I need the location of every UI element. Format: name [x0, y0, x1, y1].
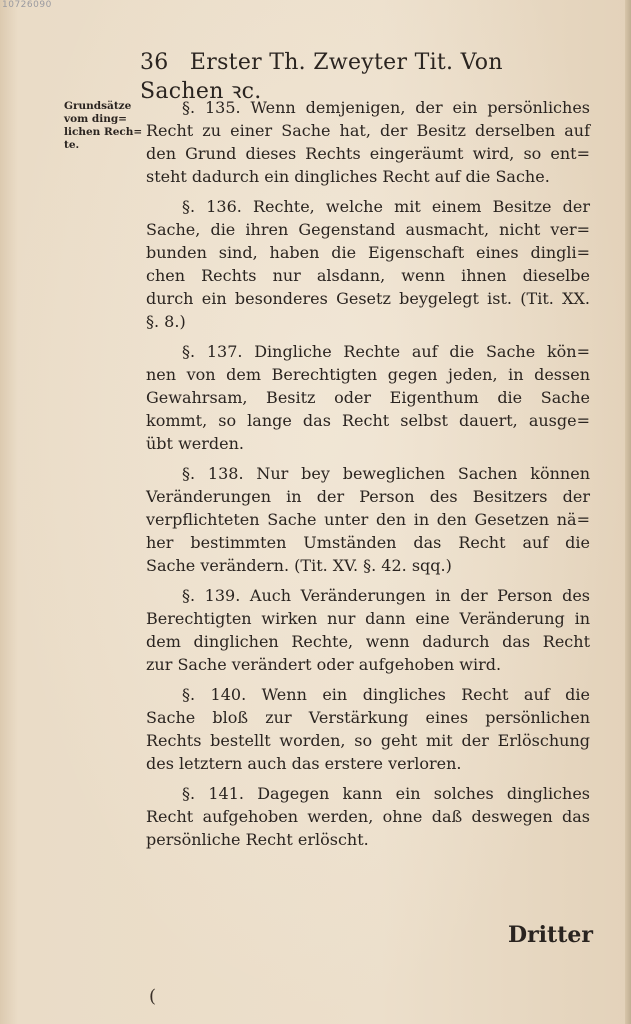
text-line: Berechtigten wirken nur dann eine Veränderung in [146, 609, 590, 628]
margin-note-line: lichen Rech= [64, 126, 143, 138]
text-line: verpflichteten Sache unter den in den Gesetzen nä= [146, 510, 590, 529]
text-line: §. 8.) [146, 312, 186, 331]
text-line: §. 135. Wenn demjenigen, der ein persönliches [182, 98, 590, 117]
text-line: Sache bloß zur Verstärkung eines persönlichen [146, 708, 590, 727]
paragraph-136 [146, 195, 590, 333]
catchword: Dritter [508, 922, 593, 948]
bottom-mark: ( [149, 986, 157, 1007]
text-line: nen von dem Berechtigten gegen jeden, in dessen [146, 365, 590, 384]
body-text [146, 96, 590, 858]
margin-note [64, 100, 142, 152]
page-edge [625, 0, 631, 1024]
text-line: §. 137. Dingliche Rechte auf die Sache kön= [182, 342, 590, 361]
text-line: durch ein besonderes Gesetz beygelegt ist. (Tit. XX. [146, 289, 590, 308]
margin-note-line: Grundsätze [64, 100, 132, 112]
paragraph-138 [146, 462, 590, 577]
paragraph-140 [146, 683, 590, 775]
text-line: Recht aufgehoben werden, ohne daß deswegen das [146, 807, 590, 826]
scan-id: 10726090 [2, 0, 52, 10]
text-line: übt werden. [146, 434, 244, 453]
text-line: Rechts bestellt worden, so geht mit der Erlöschung [146, 731, 590, 750]
text-line: §. 138. Nur bey beweglichen Sachen können [182, 464, 590, 483]
text-line: dem dinglichen Rechte, wenn dadurch das Recht [146, 632, 590, 651]
text-line: §. 141. Dagegen kann ein solches dingliches [182, 784, 590, 803]
text-line: §. 139. Auch Veränderungen in der Person des [182, 586, 590, 605]
text-line: Recht zu einer Sache hat, der Besitz derselben auf [146, 121, 590, 140]
text-line: her bestimmten Umständen das Recht auf die [146, 533, 590, 552]
text-line: Veränderungen in der Person des Besitzers der [146, 487, 590, 506]
paragraph-141 [146, 782, 590, 851]
text-line: steht dadurch ein dingliches Recht auf die Sache. [146, 167, 550, 186]
paragraph-139 [146, 584, 590, 676]
text-line: persönliche Recht erlöscht. [146, 830, 369, 849]
text-line: chen Rechts nur alsdann, wenn ihnen dieselbe [146, 266, 590, 285]
text-line: des letztern auch das erstere verloren. [146, 754, 462, 773]
page-number: 36 [140, 50, 169, 75]
running-title: Erster Th. Zweyter Tit. Von Sachen ꝛc. [140, 50, 503, 104]
text-line: §. 140. Wenn ein dingliches Recht auf die [182, 685, 590, 704]
text-line: zur Sache verändert oder aufgehoben wird. [146, 655, 502, 674]
margin-note-line: te. [64, 139, 80, 151]
margin-note-line: vom ding= [64, 113, 127, 125]
text-line: kommt, so lange das Recht selbst dauert, ausge= [146, 411, 590, 430]
paragraph-135 [146, 96, 590, 188]
text-line: den Grund dieses Rechts eingeräumt wird, so ent= [146, 144, 590, 163]
text-line: Gewahrsam, Besitz oder Eigenthum die Sache [146, 388, 590, 407]
text-line: Sache verändern. (Tit. XV. §. 42. sqq.) [146, 556, 452, 575]
text-line: bunden sind, haben die Eigenschaft eines dingli= [146, 243, 590, 262]
paragraph-137 [146, 340, 590, 455]
text-line: Sache, die ihren Gegenstand ausmacht, nicht ver= [146, 220, 590, 239]
text-line: §. 136. Rechte, welche mit einem Besitze der [182, 197, 590, 216]
